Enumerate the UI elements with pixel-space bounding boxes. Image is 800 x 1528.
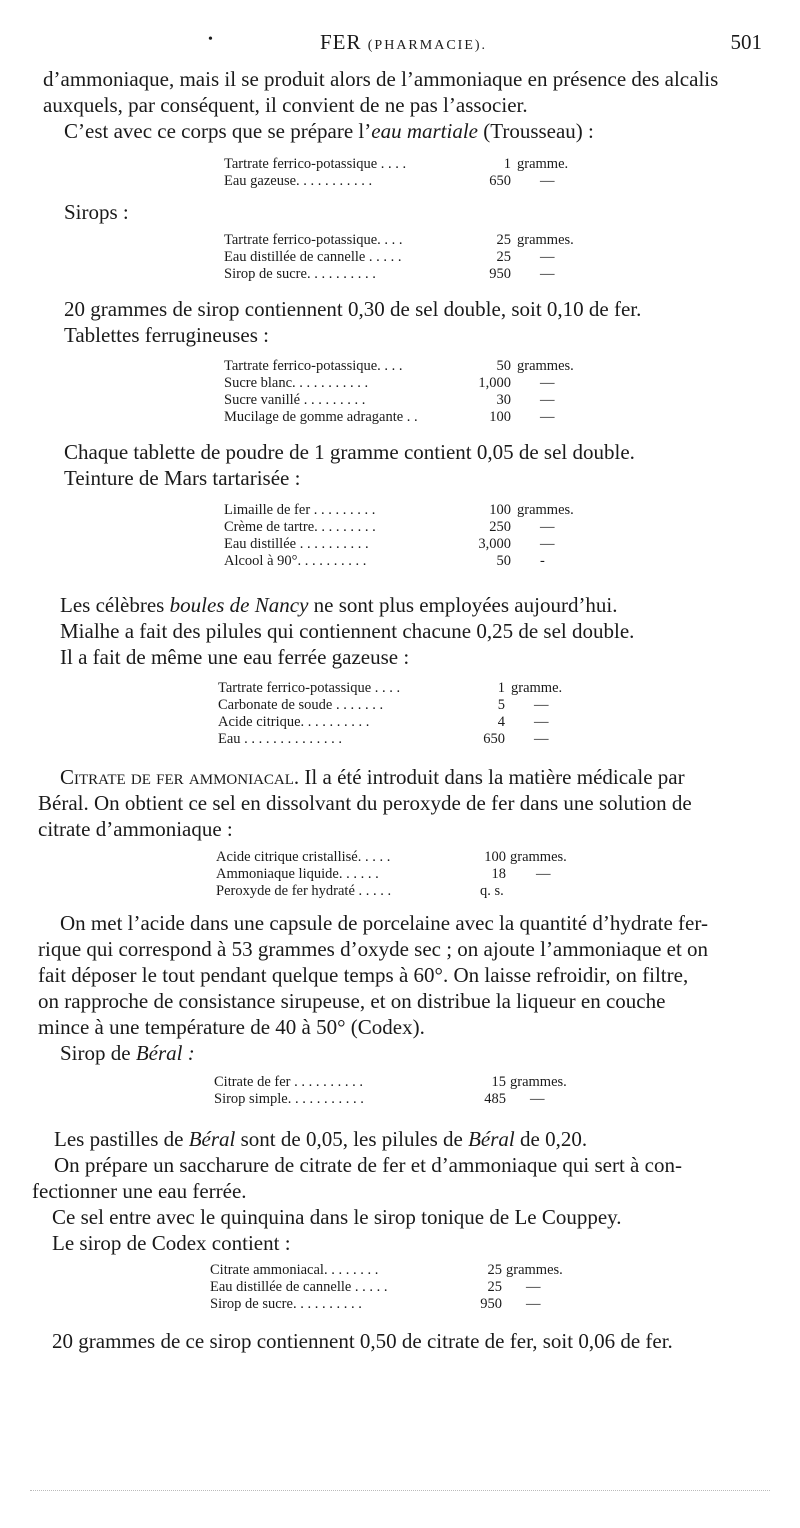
text-line: C’est avec ce corps que se prépare l’eau martiale (Trousseau) :: [64, 119, 594, 143]
text-line: Citrate de fer ammoniacal. Il a été introduit dans la matière médicale par: [60, 765, 685, 789]
text-line: Mialhe a fait des pilules qui contiennent chacune 0,25 de sel double.: [60, 619, 635, 643]
recipe-row: [224, 249, 604, 266]
text-line: Sirop de Béral :: [60, 1041, 195, 1065]
section-heading: Citrate de fer ammoniacal.: [60, 765, 300, 789]
recipe-row: [224, 536, 604, 553]
quantity: 100: [489, 409, 511, 425]
recipe-table: [224, 232, 604, 283]
unit: gramme.: [517, 156, 569, 172]
recipe-row: [216, 849, 596, 866]
text-line: Béral. On obtient ce sel en dissolvant du peroxyde de fer dans une solution de: [38, 791, 692, 815]
ingredient: Sucre blanc. . . . . . . . . . .: [224, 375, 369, 391]
unit: —: [526, 1279, 541, 1295]
recipe-row: [218, 680, 598, 697]
ingredient: Tartrate ferrico-potassique. . . .: [224, 358, 403, 374]
recipe-row: [224, 232, 604, 249]
ingredient: Citrate de fer . . . . . . . . . .: [214, 1074, 363, 1090]
ingredient: Acide citrique. . . . . . . . . .: [218, 714, 370, 730]
recipe-row: [224, 392, 604, 409]
unit: gramme.: [511, 680, 563, 696]
ingredient: Tartrate ferrico-potassique . . . .: [218, 680, 401, 696]
italic-term: eau martiale: [371, 119, 478, 143]
ingredient: Sirop simple. . . . . . . . . . .: [214, 1091, 364, 1107]
italic-term: Béral :: [135, 1041, 195, 1065]
unit: —: [540, 266, 555, 282]
ingredient: Eau . . . . . . . . . . . . . .: [218, 731, 343, 747]
text-line: auxquels, par conséquent, il convient de ne pas l’associer.: [43, 93, 528, 117]
unit: —: [540, 519, 555, 535]
text-line: 20 grammes de ce sirop contiennent 0,50 de citrate de fer, soit 0,06 de fer.: [52, 1329, 673, 1353]
ingredient: Eau gazeuse. . . . . . . . . . .: [224, 173, 373, 189]
text-line: on rapproche de consistance sirupeuse, et on distribue la liqueur en couche: [38, 989, 666, 1013]
unit: —: [540, 409, 555, 425]
text-line: On met l’acide dans une capsule de porcelaine avec la quantité d’hydrate fer-: [60, 911, 708, 935]
unit: —: [540, 249, 555, 265]
unit: grammes.: [506, 1262, 563, 1278]
quantity: 100: [484, 849, 506, 865]
text-line: Il a fait de même une eau ferrée gazeuse :: [60, 645, 410, 669]
running-title: [320, 30, 487, 55]
unit: —: [540, 375, 555, 391]
unit: —: [534, 714, 549, 730]
text-line: d’ammoniaque, mais il se produit alors de l’ammoniaque en présence des alcalis: [43, 67, 719, 91]
running-header: [0, 30, 800, 58]
quantity: q. s.: [480, 883, 504, 899]
ingredient: Sucre vanillé . . . . . . . . .: [224, 392, 366, 408]
recipe-row: [224, 502, 604, 519]
recipe-row: [224, 358, 604, 375]
section-label: Sirops :: [64, 200, 129, 224]
recipe-row: [224, 156, 604, 173]
unit: —: [540, 392, 555, 408]
quantity: 30: [496, 392, 511, 408]
quantity: 4: [497, 714, 505, 730]
ingredient: Peroxyde de fer hydraté . . . . .: [216, 883, 392, 899]
recipe-row: [224, 375, 604, 392]
text-line: Teinture de Mars tartarisée :: [64, 466, 301, 490]
ingredient: Citrate ammoniacal. . . . . . . .: [210, 1262, 379, 1278]
recipe-row: [218, 731, 598, 748]
text-line: fectionner une eau ferrée.: [32, 1179, 247, 1203]
ingredient: Acide citrique cristallisé. . . . .: [216, 849, 391, 865]
recipe-row: [218, 697, 598, 714]
quantity: 485: [484, 1091, 506, 1107]
unit: —: [534, 731, 549, 747]
quantity: 5: [497, 697, 505, 713]
quantity: 650: [483, 731, 505, 747]
quantity: 25: [487, 1262, 502, 1278]
quantity: 25: [496, 249, 511, 265]
recipe-row: [210, 1262, 590, 1279]
unit: grammes.: [510, 1074, 567, 1090]
text-line: mince à une température de 40 à 50° (Codex).: [38, 1015, 425, 1039]
italic-term: boules de Nancy: [169, 593, 309, 617]
recipe-row: [214, 1091, 594, 1108]
recipe-row: [214, 1074, 594, 1091]
recipe-row: [210, 1296, 590, 1313]
quantity: 15: [491, 1074, 506, 1090]
unit: -: [540, 553, 545, 569]
recipe-table: [216, 849, 596, 900]
recipe-row: [224, 173, 604, 190]
quantity: 50: [496, 358, 511, 374]
ingredient: Eau distillée de cannelle . . . . .: [210, 1279, 388, 1295]
text-line: Ce sel entre avec le quinquina dans le sirop tonique de Le Couppey.: [52, 1205, 622, 1229]
unit: —: [540, 536, 555, 552]
ingredient: Eau distillée de cannelle . . . . .: [224, 249, 402, 265]
ingredient: Sirop de sucre. . . . . . . . . .: [210, 1296, 362, 1312]
unit: grammes.: [517, 232, 574, 248]
recipe-row: [210, 1279, 590, 1296]
quantity: 1: [497, 680, 505, 696]
ingredient: Alcool à 90°. . . . . . . . . .: [224, 553, 367, 569]
unit: grammes.: [517, 502, 574, 518]
quantity: 25: [496, 232, 511, 248]
quantity: 250: [489, 519, 511, 535]
ingredient: Limaille de fer . . . . . . . . .: [224, 502, 376, 518]
recipe-row: [224, 409, 604, 426]
recipe-table: [214, 1074, 594, 1108]
text-line: Les pastilles de Béral sont de 0,05, les pilules de Béral de 0,20.: [54, 1127, 588, 1151]
recipe-table: [224, 502, 604, 570]
text-line: Les célèbres boules de Nancy ne sont plus employées aujourd’hui.: [60, 593, 618, 617]
unit: grammes.: [517, 358, 574, 374]
recipe-table: [224, 156, 604, 190]
ingredient: Sirop de sucre. . . . . . . . . .: [224, 266, 376, 282]
title-subject: (PHARMACIE).: [367, 38, 488, 53]
ingredient: Tartrate ferrico-potassique . . . .: [224, 156, 407, 172]
recipe-row: [218, 714, 598, 731]
unit: —: [536, 866, 551, 882]
quantity: 950: [480, 1296, 502, 1312]
quantity: 650: [489, 173, 511, 189]
quantity: 950: [489, 266, 511, 282]
page-bottom-edge: [30, 1490, 770, 1491]
recipe-row: [216, 883, 596, 900]
quantity: 100: [489, 502, 511, 518]
text-line: fait déposer le tout pendant quelque temps à 60°. On laisse refroidir, on filtre,: [38, 963, 689, 987]
quantity: 3,000: [478, 536, 511, 552]
unit: —: [526, 1296, 541, 1312]
italic-term: Béral: [468, 1127, 515, 1151]
unit: —: [534, 697, 549, 713]
recipe-table: [224, 358, 604, 426]
recipe-row: [224, 553, 604, 570]
title-word: FER: [320, 30, 362, 54]
ingredient: Eau distillée . . . . . . . . . .: [224, 536, 369, 552]
recipe-row: [224, 266, 604, 283]
ingredient: Carbonate de soude . . . . . . .: [218, 697, 384, 713]
ingredient: Crème de tartre. . . . . . . . .: [224, 519, 376, 535]
italic-term: Béral: [188, 1127, 236, 1151]
page-number: 501: [730, 30, 762, 54]
text-line: Tablettes ferrugineuses :: [64, 323, 269, 347]
unit: —: [540, 173, 555, 189]
quantity: 1: [503, 156, 511, 172]
text-line: Chaque tablette de poudre de 1 gramme contient 0,05 de sel double.: [64, 440, 635, 464]
text-line: 20 grammes de sirop contiennent 0,30 de sel double, soit 0,10 de fer.: [64, 297, 642, 321]
text-line: citrate d’ammoniaque :: [38, 817, 233, 841]
unit: grammes.: [510, 849, 567, 865]
text-line: Le sirop de Codex contient :: [52, 1231, 291, 1255]
recipe-table: [210, 1262, 590, 1313]
recipe-table: [218, 680, 598, 748]
header-bullet: •: [208, 32, 213, 47]
quantity: 1,000: [478, 375, 511, 391]
quantity: 25: [487, 1279, 502, 1295]
recipe-row: [216, 866, 596, 883]
unit: —: [530, 1091, 545, 1107]
quantity: 18: [491, 866, 506, 882]
ingredient: Mucilage de gomme adragante . .: [224, 409, 418, 425]
text-line: rique qui correspond à 53 grammes d’oxyde sec ; on ajoute l’ammoniaque et on: [38, 937, 709, 961]
quantity: 50: [496, 553, 511, 569]
ingredient: Tartrate ferrico-potassique. . . .: [224, 232, 403, 248]
recipe-row: [224, 519, 604, 536]
ingredient: Ammoniaque liquide. . . . . .: [216, 866, 379, 882]
text-line: On prépare un saccharure de citrate de fer et d’ammoniaque qui sert à con-: [54, 1153, 682, 1177]
